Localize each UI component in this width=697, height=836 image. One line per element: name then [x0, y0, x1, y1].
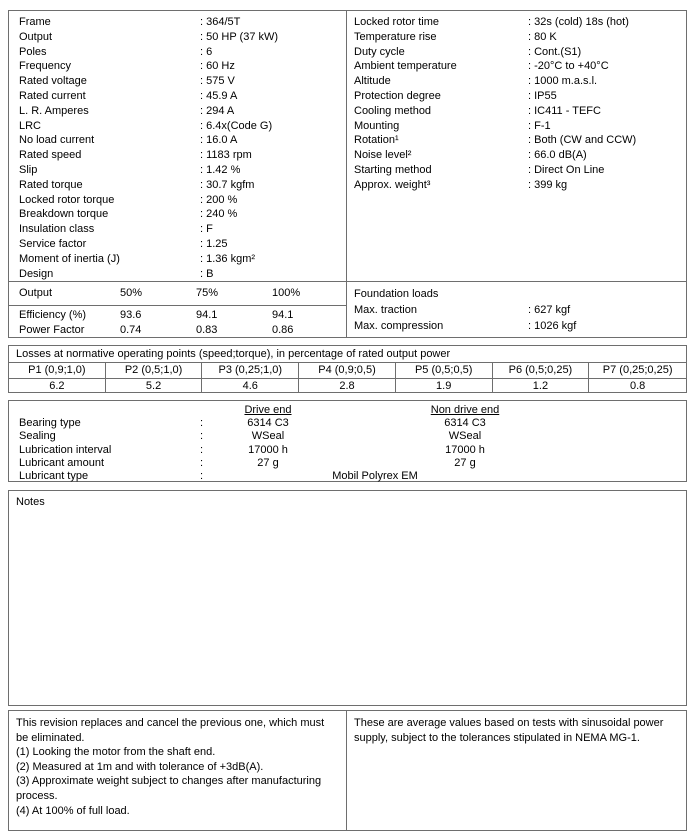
spec-row-frequency — [9, 59, 346, 74]
specs-section — [8, 10, 687, 338]
drive-end-value: 6314 C3 — [247, 417, 289, 430]
spec-value: : Cont.(S1) — [528, 45, 582, 58]
spec-label: Rated torque — [19, 178, 83, 191]
spec-row-rated-voltage — [9, 74, 346, 89]
spec-row-slip — [9, 163, 346, 178]
foundation-loads-title: Foundation loads — [354, 288, 439, 300]
spec-row-breakdown-torque — [9, 207, 346, 222]
non-drive-end-value: 6314 C3 — [444, 417, 486, 430]
colon: : — [200, 469, 204, 482]
spec-value: : Direct On Line — [528, 163, 605, 176]
revision-note-line: (3) Approximate weight subject to changes after manufacturing process. — [16, 775, 322, 802]
spec-value: : Both (CW and CCW) — [528, 134, 637, 147]
spec-value: : 399 kg — [528, 178, 568, 191]
colon: : — [200, 430, 204, 443]
drive-end-value: WSeal — [251, 430, 285, 443]
spec-label: No load current — [19, 134, 95, 147]
spec-value: : 627 kgf — [528, 304, 571, 316]
lubricant-amount-row — [9, 457, 686, 470]
spec-row-protection-degree — [347, 89, 686, 104]
output-header-label: Output — [19, 287, 53, 299]
spec-value: : 1.42 % — [200, 163, 241, 176]
losses-header-p3: P3 (0,25;1,0) — [202, 363, 299, 379]
spec-value: : 575 V — [200, 75, 235, 88]
losses-value-p7: 0.8 — [629, 380, 646, 392]
revision-note-line: (2) Measured at 1m and with tolerance of +3dB(A). — [16, 760, 264, 773]
spec-row-rated-speed — [9, 148, 346, 163]
spec-value: : 1000 m.a.s.l. — [528, 75, 598, 88]
spec-row-temperature-rise — [347, 30, 686, 45]
spec-row-frame — [9, 15, 346, 30]
notes-title: Notes — [16, 496, 45, 508]
spec-label: Breakdown torque — [19, 208, 109, 221]
drive-end-value: 27 g — [257, 456, 279, 469]
lubrication-interval-row — [9, 444, 686, 457]
bearing-type-row — [9, 417, 686, 430]
non-drive-end-value: 17000 h — [445, 443, 485, 456]
specs-left-column — [9, 15, 346, 281]
footer-section — [8, 710, 687, 831]
spec-row-ambient-temperature — [347, 59, 686, 74]
spec-row-design — [9, 267, 346, 282]
spec-row-duty-cycle — [347, 45, 686, 60]
max-compression-row — [347, 318, 686, 334]
spec-value: : 1.36 kgm² — [200, 252, 256, 265]
losses-section — [8, 345, 687, 393]
spec-label: Design — [19, 267, 54, 280]
losses-value-row — [9, 379, 686, 393]
row-label: Efficiency (%) — [19, 309, 87, 321]
spec-label: Cooling method — [354, 104, 432, 117]
tolerance-note — [347, 711, 686, 745]
spec-row-insulation-class — [9, 222, 346, 237]
colon: : — [200, 443, 204, 456]
spec-value: : 32s (cold) 18s (hot) — [528, 16, 629, 28]
spec-value: : 80 K — [528, 30, 557, 43]
spec-value: : F-1 — [528, 119, 551, 132]
spec-label: Output — [19, 30, 53, 43]
cell-value: 93.6 — [120, 309, 142, 321]
spec-row-locked-rotor-time — [347, 15, 686, 30]
losses-header-p4: P4 (0,9;0,5) — [299, 363, 396, 379]
spec-row-rated-current — [9, 89, 346, 104]
spec-label: Locked rotor time — [354, 16, 439, 28]
spec-row-output — [9, 30, 346, 45]
spec-label: Service factor — [19, 237, 87, 250]
spec-value: : 30.7 kgfm — [200, 178, 255, 191]
spec-label: Protection degree — [354, 89, 441, 102]
spec-row-moment-of-inertia — [9, 252, 346, 267]
lubricant-type-value: Mobil Polyrex EM — [332, 469, 418, 482]
spec-value: : 6 — [200, 45, 213, 58]
losses-header-p6: P6 (0,5;0,25) — [493, 363, 590, 379]
spec-value: : IC411 - TEFC — [528, 104, 601, 117]
spec-value: : B — [200, 267, 214, 280]
row-label: Sealing — [19, 430, 56, 443]
spec-row-approx-weight — [347, 178, 686, 193]
spec-row-mounting — [347, 119, 686, 134]
spec-label: Poles — [19, 45, 47, 58]
losses-header-p5: P5 (0,5;0,5) — [396, 363, 493, 379]
power-factor-row — [9, 323, 346, 338]
output-header-100: 100% — [272, 287, 301, 299]
spec-value: : F — [200, 223, 213, 236]
losses-value-p3: 4.6 — [202, 379, 299, 393]
non-drive-end-value: 27 g — [454, 456, 476, 469]
max-traction-row — [347, 302, 686, 318]
cell-value: 94.1 — [272, 309, 294, 321]
revision-note-line: (4) At 100% of full load. — [16, 804, 130, 817]
spec-label: LRC — [19, 119, 42, 132]
row-label: Lubrication interval — [19, 443, 112, 456]
spec-row-lr-amperes — [9, 104, 346, 119]
spec-row-noise-level — [347, 148, 686, 163]
spec-row-cooling-method — [347, 104, 686, 119]
losses-value-p1: 6.2 — [9, 379, 106, 393]
spec-value: : 1026 kgf — [528, 320, 577, 332]
spec-label: Approx. weight³ — [354, 178, 431, 191]
row-label: Lubricant type — [19, 469, 89, 482]
revision-notes — [9, 711, 346, 818]
specs-right-column — [347, 15, 686, 193]
spec-label: Locked rotor torque — [19, 193, 115, 206]
notes-section — [8, 490, 687, 706]
spec-row-service-factor — [9, 237, 346, 252]
spec-label: Rated voltage — [19, 75, 87, 88]
non-drive-end-value: WSeal — [448, 430, 482, 443]
spec-row-poles — [9, 45, 346, 60]
spec-label: Slip — [19, 163, 38, 176]
spec-value: : 1183 rpm — [200, 149, 252, 162]
spec-value: : 60 Hz — [200, 60, 235, 73]
spec-label: Rotation¹ — [354, 134, 399, 147]
spec-label: Ambient temperature — [354, 60, 457, 73]
cell-value: 94.1 — [196, 309, 218, 321]
bearings-table — [9, 401, 686, 483]
cell-value: 0.86 — [272, 324, 294, 336]
spec-value: : IP55 — [528, 89, 557, 102]
spec-value: : 16.0 A — [200, 134, 238, 147]
losses-value-p4: 2.8 — [299, 379, 396, 393]
cell-value: 0.83 — [196, 324, 218, 336]
losses-header-p2: P2 (0,5;1,0) — [106, 363, 203, 379]
losses-header-row — [9, 363, 686, 379]
losses-header-p7: P7 (0,25;0,25) — [589, 363, 686, 379]
spec-value: : 66.0 dB(A) — [528, 149, 587, 162]
spec-row-starting-method — [347, 163, 686, 178]
revision-note-line: This revision replaces and cancel the previous one, which must be eliminated. — [16, 717, 325, 744]
spec-label: Starting method — [354, 163, 432, 176]
spec-label: L. R. Amperes — [19, 104, 89, 117]
row-label: Lubricant amount — [19, 456, 104, 469]
spec-label: Duty cycle — [354, 45, 405, 58]
spec-value: : 6.4x(Code G) — [200, 119, 273, 132]
losses-header-p1: P1 (0,9;1,0) — [9, 363, 106, 379]
spec-row-altitude — [347, 74, 686, 89]
spec-value: : 200 % — [200, 193, 238, 206]
foundation-loads — [347, 282, 686, 334]
spec-value: : 364/5T — [200, 16, 241, 28]
losses-value-p6: 1.2 — [493, 379, 590, 393]
spec-value: : 50 HP (37 kW) — [200, 30, 279, 43]
sealing-row — [9, 430, 686, 443]
spec-label: Frequency — [19, 60, 71, 73]
spec-label: Max. compression — [354, 320, 444, 332]
spec-row-rotation — [347, 133, 686, 148]
spec-label: Max. traction — [354, 304, 417, 316]
spec-row-locked-rotor-torque — [9, 193, 346, 208]
bearings-section — [8, 400, 687, 482]
output-header-75: 75% — [196, 287, 219, 299]
output-performance-table — [9, 282, 346, 338]
tolerance-note-text: These are average values based on tests with sinusoidal power supply, subject to the tolerances stipulated in NEMA MG-1. — [354, 717, 664, 744]
spec-label: Mounting — [354, 119, 400, 132]
lubricant-type-row — [9, 470, 686, 483]
spec-value: : 240 % — [200, 208, 238, 221]
spec-label: Moment of inertia (J) — [19, 252, 120, 265]
non-drive-end-header: Non drive end — [430, 404, 500, 416]
revision-note-line: (1) Looking the motor from the shaft end. — [16, 746, 216, 759]
colon: : — [200, 456, 204, 469]
row-label: Bearing type — [19, 417, 81, 430]
drive-end-value: 17000 h — [248, 443, 288, 456]
spec-value: : 294 A — [200, 104, 235, 117]
spec-label: Altitude — [354, 75, 391, 88]
spec-row-lrc — [9, 119, 346, 134]
spec-label: Noise level² — [354, 149, 412, 162]
spec-value: : 45.9 A — [200, 89, 238, 102]
spec-value: : 1.25 — [200, 237, 228, 250]
spec-value: : -20°C to +40°C — [528, 60, 609, 73]
drive-end-header: Drive end — [244, 404, 292, 416]
spec-row-no-load-current — [9, 133, 346, 148]
spec-label: Rated speed — [19, 149, 82, 162]
row-label: Power Factor — [19, 324, 85, 336]
cell-value: 0.74 — [120, 324, 142, 336]
output-table-header — [9, 282, 346, 306]
bearings-header-row — [9, 404, 686, 417]
spec-label: Temperature rise — [354, 30, 437, 43]
output-table-body — [9, 306, 346, 338]
losses-value-p5: 1.9 — [396, 379, 493, 393]
losses-title: Losses at normative operating points (speed;torque), in percentage of rated output power — [9, 346, 686, 363]
output-header-50: 50% — [120, 287, 143, 299]
colon: : — [200, 417, 204, 430]
losses-value-p2: 5.2 — [106, 379, 203, 393]
spec-label: Frame — [19, 16, 51, 28]
spec-label: Rated current — [19, 89, 86, 102]
efficiency-row — [9, 308, 346, 323]
spec-label: Insulation class — [19, 223, 95, 236]
spec-row-rated-torque — [9, 178, 346, 193]
